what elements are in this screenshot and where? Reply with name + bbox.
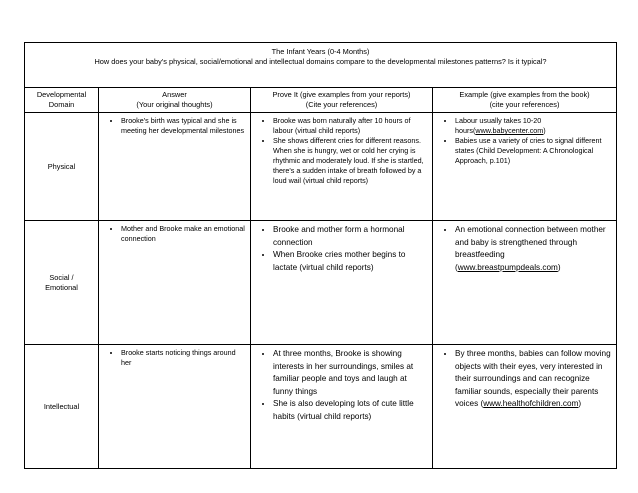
example-social [433,221,617,345]
list-item: • She shows different cries for different reasons. When she is hungry, wet or cold her crying is rhythmic and moderately loud. If she is startled, there's a sudden intake of breath followed by a loud wail (virtual child reports) [273,136,428,186]
answer-intellectual [99,345,251,469]
list-item: • Brooke's birth was typical and she is meeting her developmental milestones [121,116,246,136]
title-cell [25,43,617,88]
milestones-table [24,42,617,469]
prove-intellectual [251,345,433,469]
list-item: • Babies use a variety of cries to signal different states (Child Development: A Chronological Approach, p.101) [455,136,612,166]
healthofchildren-link[interactable]: www.healthofchildren.com [483,399,579,408]
header-prove: Prove It (give examples from your reports) (Cite your references) [251,88,433,113]
prove-social [251,221,433,345]
example-intellectual [433,345,617,469]
list-item: • Brooke starts noticing things around her [121,348,246,368]
list-item: • By three months, babies can follow moving objects with their eyes, very interested in their surroundings and can recognize familiar sounds, especially their parents voices (www.healthofchildren.com) [455,348,612,411]
header-answer: Answer (Your original thoughts) [99,88,251,113]
table-title: The Infant Years (0-4 Months) [271,47,370,56]
table-row-social [25,221,617,345]
table-question: How does your baby's physical, social/emotional and intellectual domains compare to the developmental milestones patterns? Is it typical? [94,57,547,66]
title-row [25,43,617,88]
breastpumpdeals-link[interactable]: www.breastpumpdeals.com [457,262,558,272]
header-domain: Developmental Domain [25,88,99,113]
header-example: Example (give examples from the book) (cite your references) [433,88,617,113]
answer-social [99,221,251,345]
list-item: • An emotional connection between mother and baby is strengthened through breastfeeding (www.breastpumpdeals.com) [455,224,612,274]
answer-physical [99,113,251,221]
domain-social: Social / Emotional [25,221,99,345]
prove-physical [251,113,433,221]
document-page [24,42,616,469]
domain-physical: Physical [25,113,99,221]
list-item: • She is also developing lots of cute little habits (virtual child reports) [273,398,428,423]
list-item: • At three months, Brooke is showing interests in her surroundings, smiles at familiar people and toys and laugh at funny things [273,348,428,398]
babycenter-link[interactable]: www.babycenter.com [475,126,544,135]
table-row-physical [25,113,617,221]
header-row [25,88,617,113]
list-item: • Brooke was born naturally after 10 hours of labour (virtual child reports) [273,116,428,136]
domain-intellectual: Intellectual [25,345,99,469]
list-item: • Labour usually takes 10-20 hours(www.babycenter.com) [455,116,612,136]
list-item: • When Brooke cries mother begins to lactate (virtual child reports) [273,249,428,274]
list-item: • Brooke and mother form a hormonal connection [273,224,428,249]
list-item: • Mother and Brooke make an emotional connection [121,224,246,244]
table-row-intellectual [25,345,617,469]
example-physical [433,113,617,221]
